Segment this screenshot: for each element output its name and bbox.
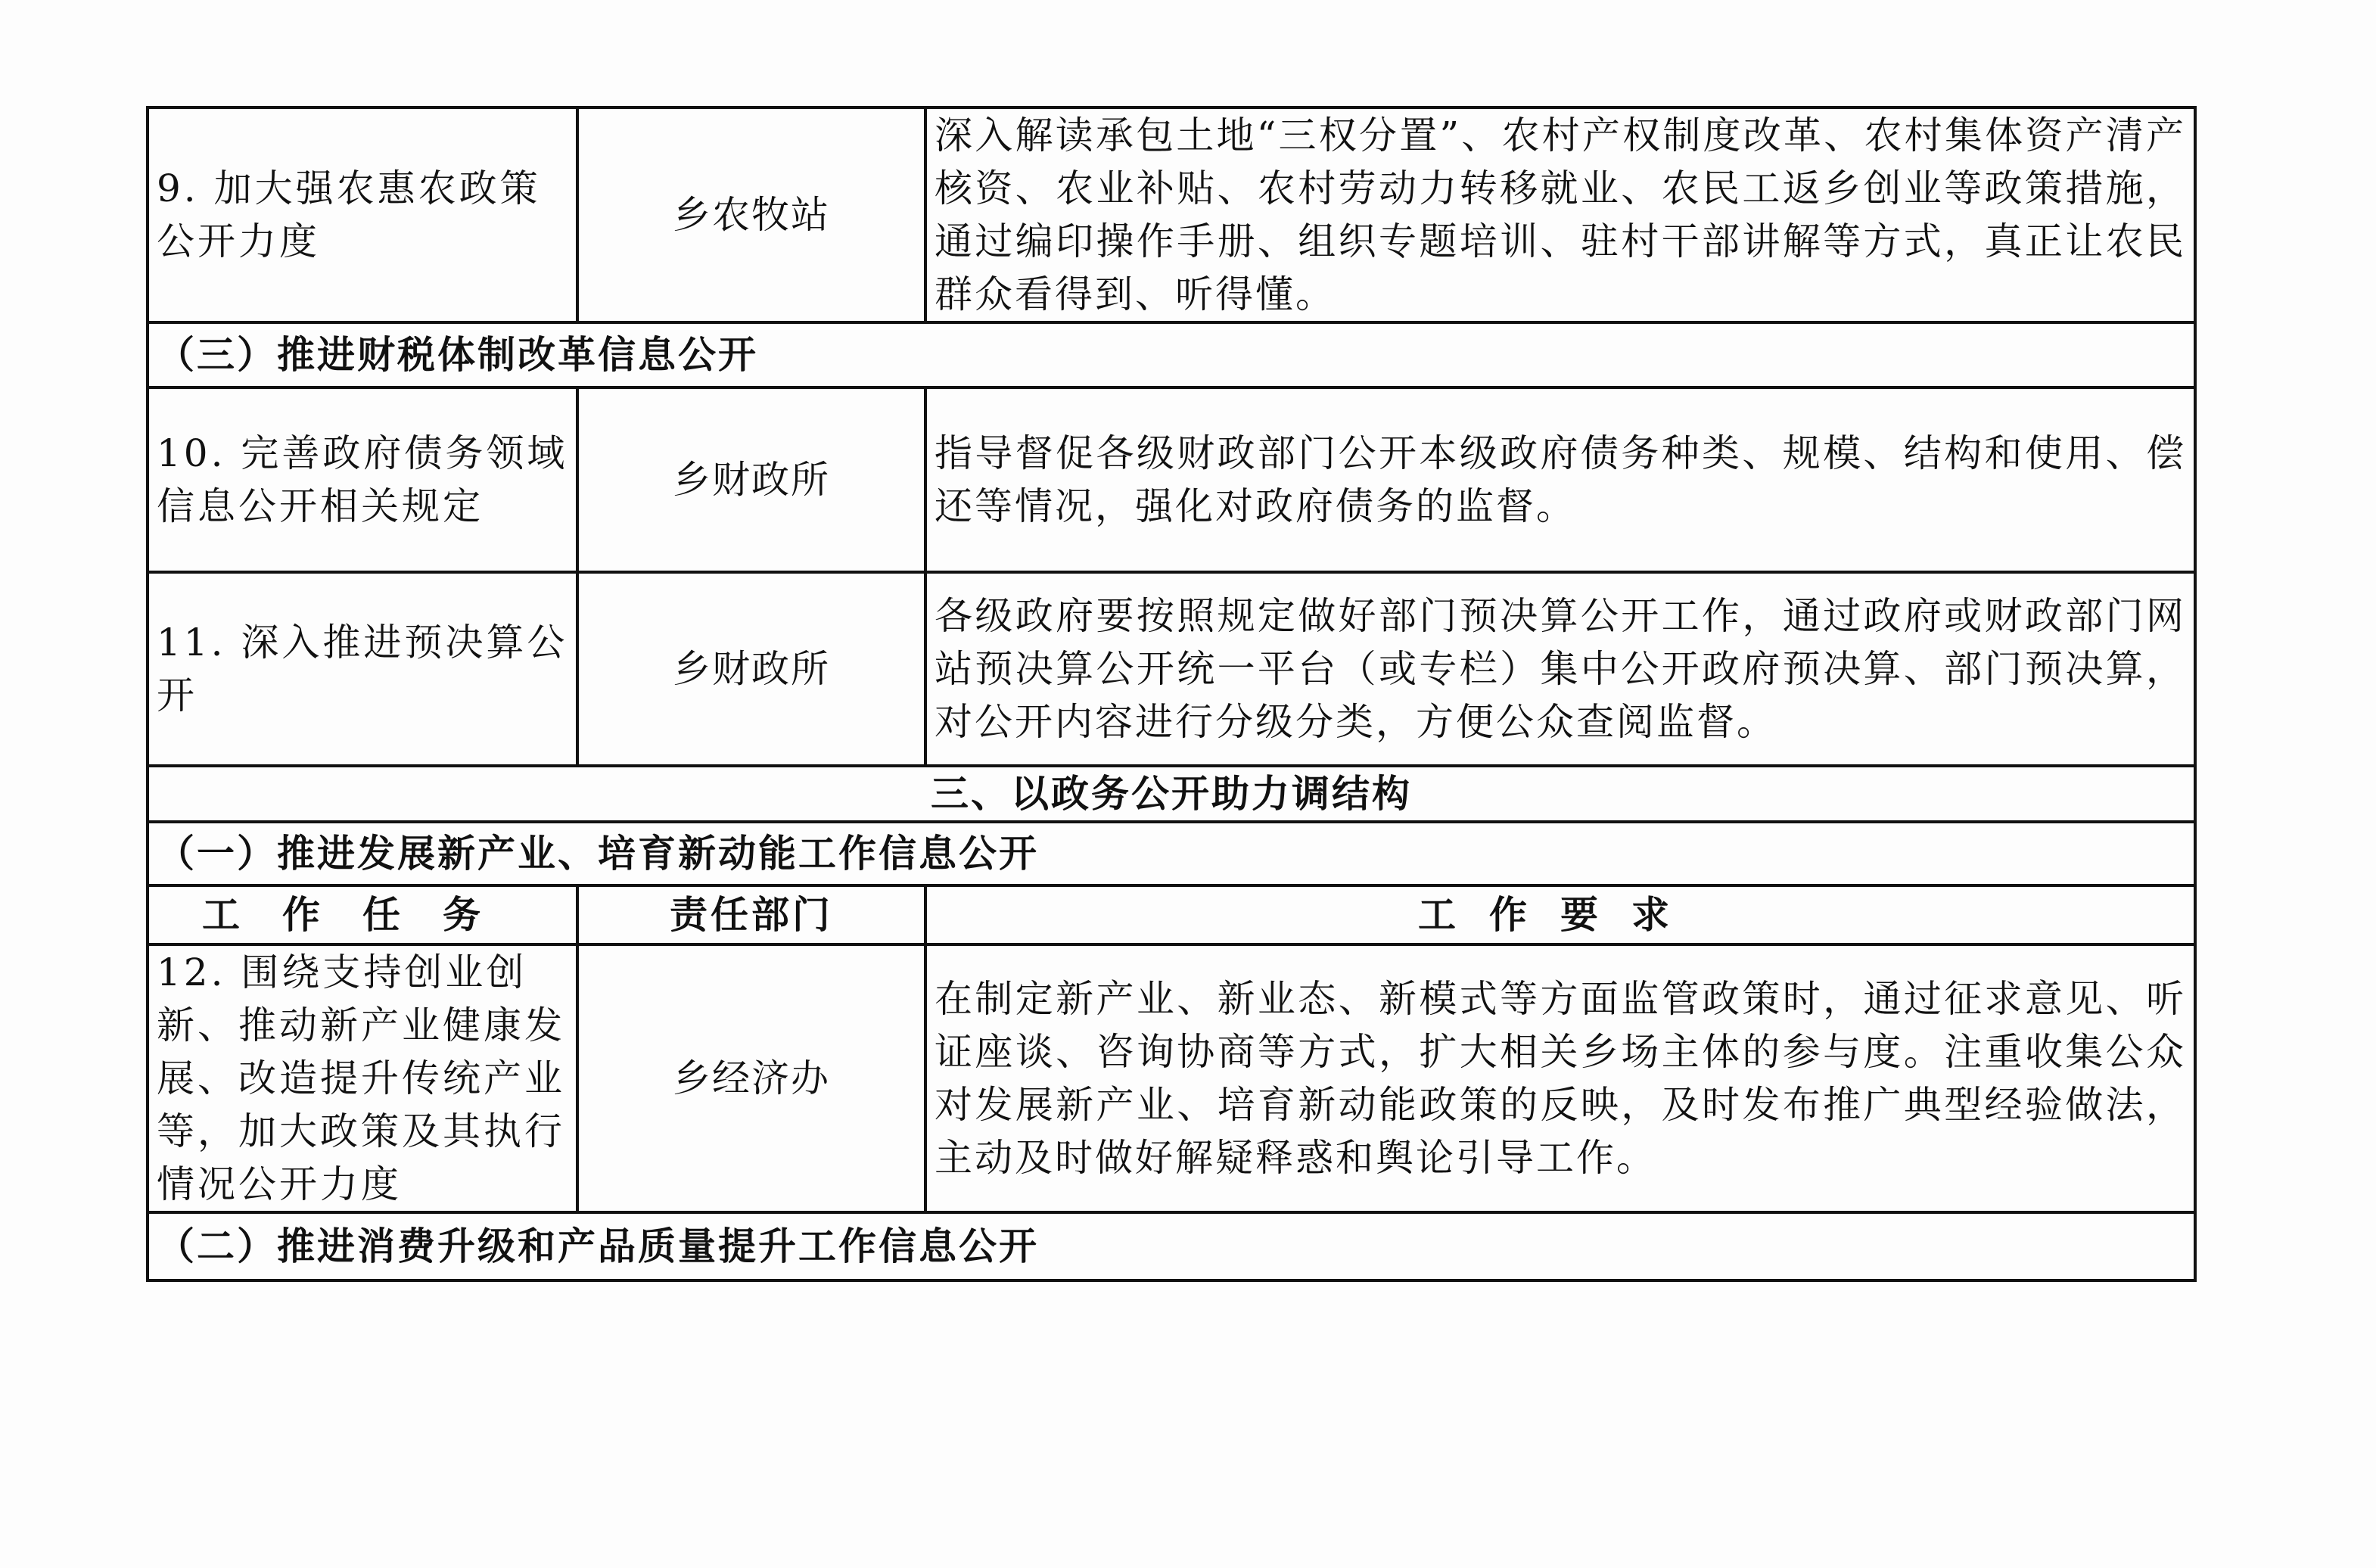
task-cell: 10. 完善政府债务领域信息公开相关规定	[148, 387, 577, 572]
department-cell: 乡农牧站	[577, 107, 925, 322]
table-row	[148, 387, 2195, 572]
department-cell: 乡财政所	[577, 572, 925, 766]
subsection-heading-row	[148, 1212, 2195, 1280]
department-cell: 乡财政所	[577, 387, 925, 572]
requirement-cell: 各级政府要按照规定做好部门预决算公开工作，通过政府或财政部门网站预决算公开统一平台（或专栏）集中公开政府预决算、部门预决算，对公开内容进行分级分类，方便公众查阅监督。	[925, 572, 2195, 766]
table-row	[148, 107, 2195, 322]
table-row	[148, 572, 2195, 766]
subsection-heading-row	[148, 822, 2195, 885]
subsection-heading: （三）推进财税体制改革信息公开	[148, 322, 2195, 387]
table-row	[148, 944, 2195, 1212]
requirement-cell: 在制定新产业、新业态、新模式等方面监管政策时，通过征求意见、听证座谈、咨询协商等方式，扩大相关乡场主体的参与度。注重收集公众对发展新产业、培育新动能政策的反映，及时发布推广典型经验做法，主动及时做好解疑释惑和舆论引导工作。	[925, 944, 2195, 1212]
task-cell: 12. 围绕支持创业创新、推动新产业健康发展、改造提升传统产业等，加大政策及其执行情况公开力度	[148, 944, 577, 1212]
section-heading-row	[148, 766, 2195, 822]
subsection-heading: （一）推进发展新产业、培育新动能工作信息公开	[148, 822, 2195, 885]
department-cell: 乡经济办	[577, 944, 925, 1212]
requirement-cell: 深入解读承包土地“三权分置”、农村产权制度改革、农村集体资产清产核资、农业补贴、农村劳动力转移就业、农民工返乡创业等政策措施，通过编印操作手册、组织专题培训、驻村干部讲解等方式，真正让农民群众看得到、听得懂。	[925, 107, 2195, 322]
task-cell: 11. 深入推进预决算公开	[148, 572, 577, 766]
column-header-task: 工作任务	[148, 885, 577, 944]
requirement-cell: 指导督促各级财政部门公开本级政府债务种类、规模、结构和使用、偿还等情况，强化对政府债务的监督。	[925, 387, 2195, 572]
column-header-requirement: 工作要求	[925, 885, 2195, 944]
policy-task-table	[146, 106, 2197, 1282]
subsection-heading: （二）推进消费升级和产品质量提升工作信息公开	[148, 1212, 2195, 1280]
section-heading: 三、以政务公开助力调结构	[148, 766, 2195, 822]
column-header-department: 责任部门	[577, 885, 925, 944]
task-cell: 9. 加大强农惠农政策公开力度	[148, 107, 577, 322]
subsection-heading-row	[148, 322, 2195, 387]
column-header-row	[148, 885, 2195, 944]
